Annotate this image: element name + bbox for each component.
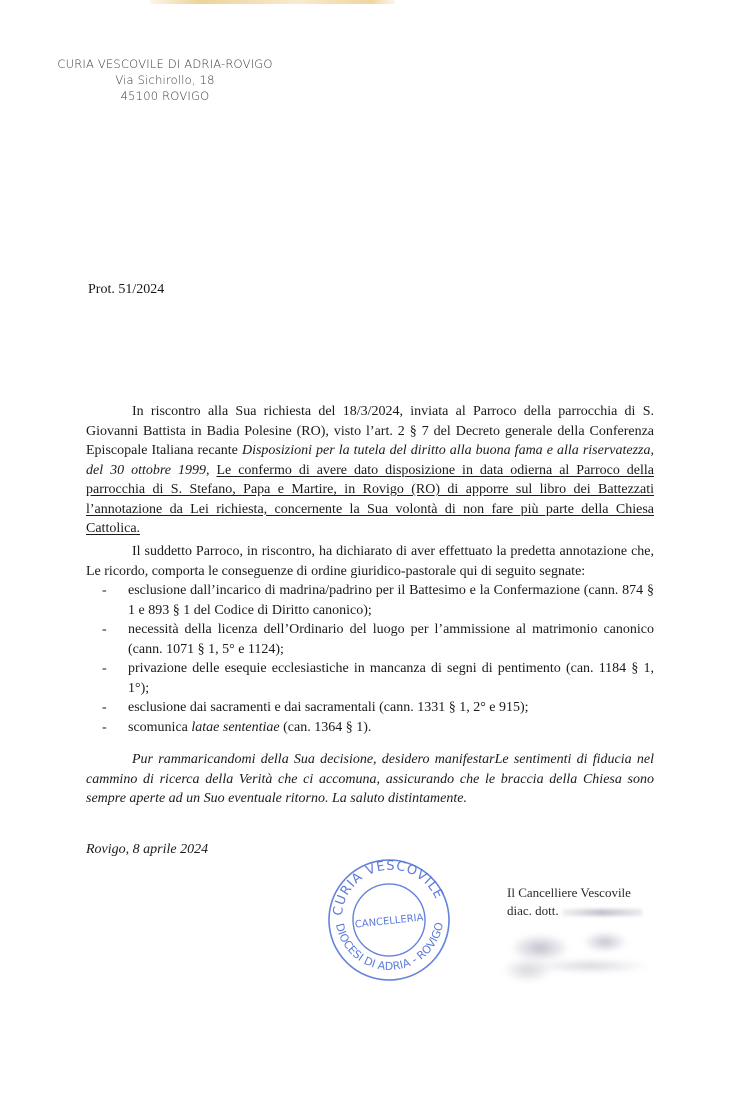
latin-term: latae sententiae: [191, 719, 280, 735]
dash-bullet-icon: -: [102, 622, 107, 637]
dash-bullet-icon: -: [102, 700, 107, 715]
signer-name-line: [507, 902, 642, 920]
consequence-text: necessità della licenza dell’Ordinario del luogo per l’ammissione al matrimonio canonico (cann. 1071 § 1, 5° e 1124);: [128, 622, 654, 657]
stamp-bottom-text: DIOCESI DI ADRIA - ROVIGO: [333, 921, 447, 973]
signer-title: Il Cancelliere Vescovile: [507, 885, 631, 900]
paragraph-consequences: [86, 542, 654, 737]
place-date: [86, 842, 208, 858]
stamp-top-text: CURIA VESCOVILE: [330, 858, 447, 917]
closing-text: Pur rammaricandomi della Sua decisione, desidero manifestarLe sentimenti di fiducia nel cammino di ricerca della Verità che ci accomuna, assicurando che le braccia della Chiesa sono sempre aperte ad un Suo eventuale ritorno. La saluto distintamente.: [86, 752, 654, 806]
protocol-number: Prot. 51/2024: [88, 282, 165, 297]
place-date-text: Rovigo, 8 aprile 2024: [86, 842, 209, 857]
dash-bullet-icon: -: [102, 583, 107, 598]
consequence-text: esclusione dall’incarico di madrina/padrino per il Battesimo e la Confermazione (cann. 874 § 1 e 893 § 1 del Codice di Diritto canonico);: [128, 583, 654, 618]
consequence-text: esclusione dai sacramenti e dai sacramentali (cann. 1331 § 1, 2° e 915);: [128, 700, 529, 715]
consequence-item: [86, 620, 654, 659]
consequence-item: [86, 698, 654, 718]
consequence-text: scomunica: [128, 719, 192, 735]
letterhead: [50, 56, 280, 104]
redacted-name: [562, 909, 642, 916]
consequence-text-suffix: (can. 1364 § 1).: [279, 719, 372, 735]
paragraph-closing: [86, 750, 654, 809]
consequence-item: [86, 581, 654, 620]
letterhead-street: Via Sichirollo, 18: [115, 73, 215, 87]
paragraph-request-confirmation: [86, 402, 654, 539]
paragraph1-intro: In riscontro alla Sua richiesta del 18/3/2024, inviata al Parroco della parrocchia di S. Giovanni Battista in Badia Polesine (RO), visto l’art. 2 § 7 del Decreto generale della Conferenza Episcopale Italiana recante: [86, 404, 654, 458]
dash-bullet-icon: -: [102, 661, 107, 676]
signer-name-prefix: diac. dott.: [507, 903, 559, 918]
decree-title: Disposizioni per la tutela del diritto alla buona fama e alla riservatezza, del 30 ottobre 1999: [86, 443, 654, 478]
consequences-intro: Il suddetto Parroco, in riscontro, ha dichiarato di aver effettuato la predetta annotazione che, Le ricordo, comporta le conseguenze di ordine giuridico-pastorale qui di seguito segnate:: [86, 544, 654, 579]
consequences-list: [86, 581, 654, 737]
letterhead-institution: CURIA VESCOVILE DI ADRIA-ROVIGO: [57, 57, 273, 71]
paragraph1-comma: ,: [205, 462, 217, 478]
dash-bullet-icon: -: [102, 719, 107, 735]
consequence-item: [86, 659, 654, 698]
letterhead-city: 45100 ROVIGO: [120, 89, 210, 103]
signature-block: [507, 884, 642, 920]
redacted-signature: [500, 928, 660, 983]
scan-edge-stripe: [150, 0, 395, 4]
consequence-item: [86, 718, 654, 738]
confirmation-statement: Le confermo di avere dato disposizione in data odierna al Parroco della parrocchia di S. Stefano, Papa e Martire, in Rovigo (RO) di apporre sul libro dei Battezzati l’annotazione da Lei richiesta, concernente la Sua volontà di non fare più parte della Chiesa Cattolica.: [86, 462, 655, 536]
chancery-stamp-icon: [322, 850, 456, 990]
stamp-center-text: CANCELLERIA: [354, 912, 424, 931]
consequence-text: privazione delle esequie ecclesiastiche in mancanza di segni di pentimento (can. 1184 § 1, 1°);: [128, 661, 654, 696]
